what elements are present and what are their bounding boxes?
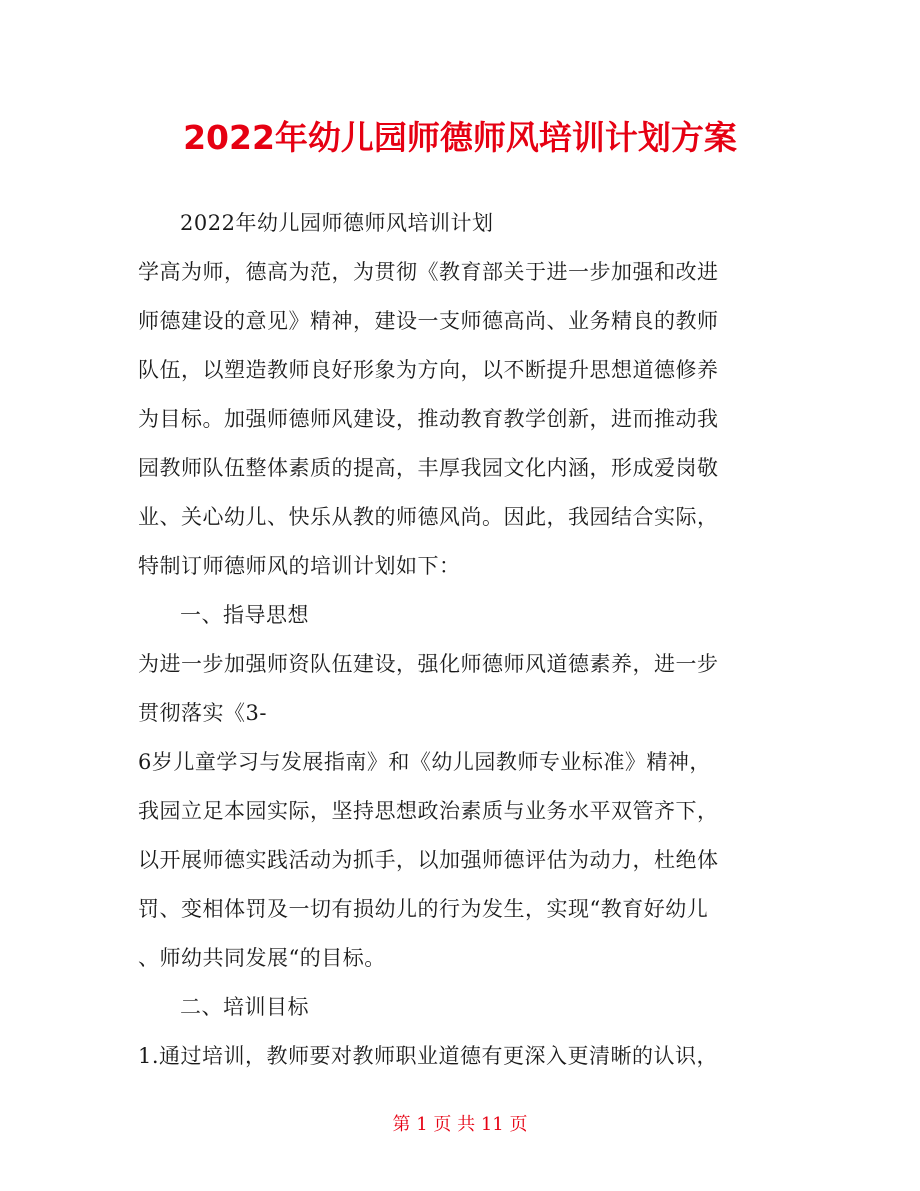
subtitle-line: 2022年幼儿园师德师风培训计划 (180, 211, 494, 235)
paragraph-line: 学高为师，德高为范，为贯彻《教育部关于进一步加强和改进 (138, 260, 719, 284)
paragraph-line: 罚、变相体罚及一切有损幼儿的行为发生，实现“教育好幼儿 (138, 897, 709, 921)
document-title: 2022年幼儿园师德师风培训计划方案 (183, 118, 737, 157)
paragraph-line: 6岁儿童学习与发展指南》和《幼儿园教师专业标准》精神， (138, 750, 711, 774)
paragraph-line: 园教师队伍整体素质的提高，丰厚我园文化内涵，形成爱岗敬 (138, 456, 719, 480)
paragraph-line: 为目标。加强师德师风建设，推动教育教学创新，进而推动我 (138, 407, 719, 431)
paragraph-line: 贯彻落实《3- (138, 701, 267, 725)
paragraph-line: 、师幼共同发展“的目标。 (138, 946, 386, 970)
paragraph-line: 以开展师德实践活动为抓手，以加强师德评估为动力，杜绝体 (138, 848, 719, 872)
page-number-footer: 第 1 页 共 11 页 (392, 1114, 528, 1135)
paragraph-line: 1.通过培训，教师要对教师职业道德有更深入更清晰的认识， (138, 1044, 719, 1068)
paragraph-line: 我园立足本园实际，坚持思想政治素质与业务水平双管齐下， (138, 799, 719, 823)
section-heading: 一、指导思想 (180, 603, 309, 627)
paragraph-line: 队伍，以塑造教师良好形象为方向，以不断提升思想道德修养 (138, 358, 719, 382)
paragraph-line: 师德建设的意见》精神，建设一支师德高尚、业务精良的教师 (138, 309, 719, 333)
section-heading: 二、培训目标 (180, 995, 309, 1019)
paragraph-line: 为进一步加强师资队伍建设，强化师德师风道德素养，进一步 (138, 652, 719, 676)
paragraph-line: 特制订师德师风的培训计划如下： (138, 554, 461, 578)
paragraph-line: 业、关心幼儿、快乐从教的师德风尚。因此，我园结合实际， (138, 505, 719, 529)
